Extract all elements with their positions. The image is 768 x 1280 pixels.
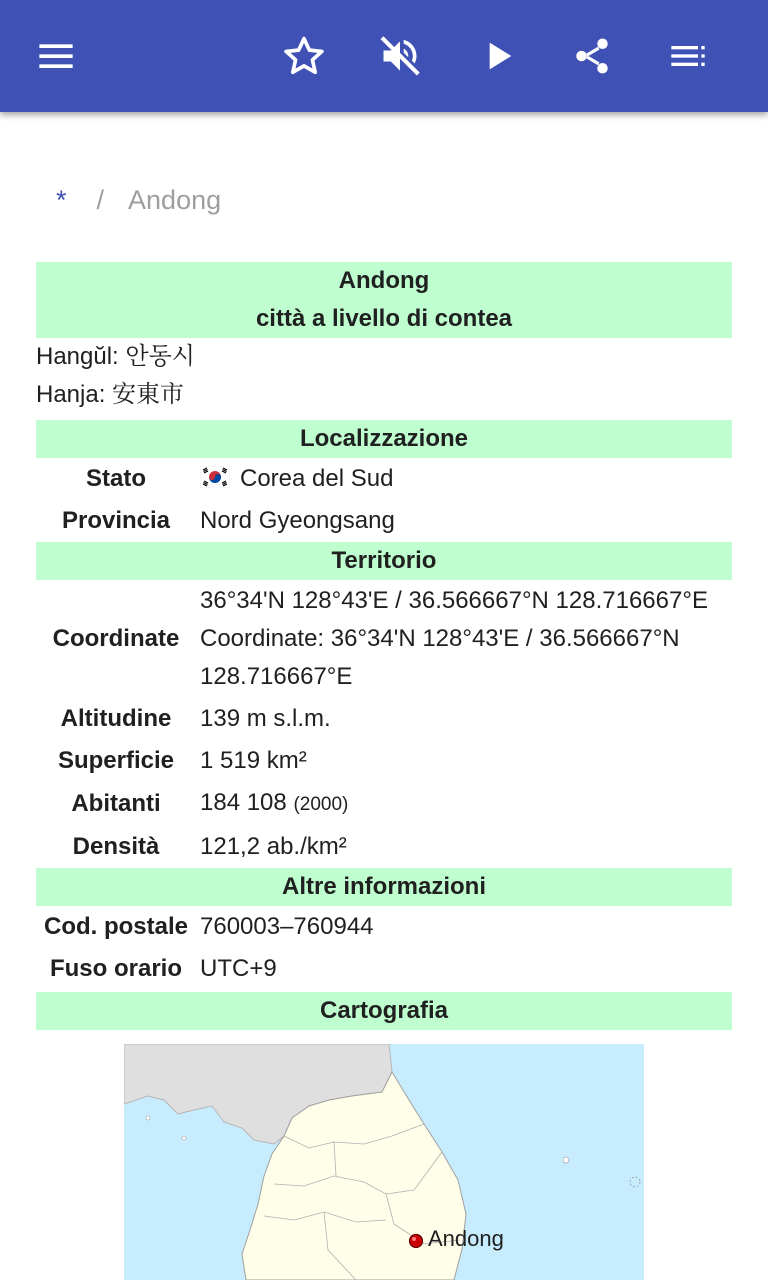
breadcrumb-current: Andong	[128, 184, 222, 215]
infobox-title-name: Andong	[338, 267, 430, 294]
row-population	[36, 782, 732, 826]
breadcrumb-root-link[interactable]: *	[56, 184, 67, 215]
province-label: Provincia	[61, 507, 171, 534]
map-marker-label: Andong	[428, 1226, 504, 1251]
star-outline-icon	[282, 34, 326, 78]
mute-button[interactable]	[372, 28, 428, 84]
row-timezone	[36, 948, 732, 990]
state-value-cell	[200, 460, 732, 498]
row-postal-code	[36, 906, 732, 948]
section-header-location: Localizzazione	[36, 420, 732, 458]
population-value: 184 108	[200, 789, 287, 816]
province-value-link[interactable]: Nord Gyeongsang	[200, 507, 395, 534]
area-label: Superficie	[57, 747, 175, 774]
row-density	[36, 826, 732, 868]
menu-button[interactable]	[28, 28, 84, 84]
coordinates-value-link[interactable]: 36°34'N 128°43'E / 36.566667°N 128.716667°E Coordinate: 36°34'N 128°43'E / 36.566667°N 128.716667°E	[200, 587, 708, 690]
map-marker-icon[interactable]	[410, 1235, 423, 1248]
favorite-button[interactable]	[276, 28, 332, 84]
coordinates-label: Coordinate	[52, 625, 180, 652]
hanja-text: Hanja: 安東市	[36, 381, 185, 408]
density-label: Densità	[72, 833, 160, 860]
hangul-text: Hangŭl: 안동시	[36, 343, 195, 370]
section-header-territory: Territorio	[36, 542, 732, 580]
altitude-label: Altitudine	[60, 705, 172, 732]
row-state	[36, 458, 732, 500]
state-value-link[interactable]: Corea del Sud	[240, 465, 394, 492]
postal-code-label: Cod. postale	[43, 913, 188, 940]
area-value: 1 519 km²	[200, 747, 307, 774]
postal-code-value: 760003–760944	[200, 913, 374, 940]
timezone-value-link[interactable]: UTC+9	[200, 955, 277, 982]
row-altitude	[36, 698, 732, 740]
infobox-title	[36, 262, 732, 338]
app-toolbar	[0, 0, 768, 112]
breadcrumb-separator: /	[96, 184, 105, 215]
row-coordinates	[36, 580, 732, 698]
row-area	[36, 740, 732, 782]
infobox	[36, 262, 732, 1030]
section-header-other: Altre informazioni	[36, 868, 732, 906]
south-korea-flag-icon[interactable]	[200, 466, 230, 488]
state-label: Stato	[86, 465, 146, 492]
location-map[interactable]	[124, 1044, 644, 1280]
infobox-subtitle: città a livello di contea	[255, 305, 513, 332]
breadcrumb	[56, 180, 221, 220]
row-province	[36, 500, 732, 542]
altitude-value: 139 m s.l.m.	[200, 705, 331, 732]
play-button[interactable]	[470, 28, 526, 84]
population-label: Abitanti	[71, 790, 161, 817]
play-icon	[478, 36, 518, 76]
share-button[interactable]	[564, 28, 620, 84]
section-header-map: Cartografia	[36, 992, 732, 1030]
population-year: (2000)	[293, 794, 349, 815]
contents-button[interactable]	[660, 28, 716, 84]
population-value-cell	[200, 784, 732, 824]
density-value: 121,2 ab./km²	[200, 833, 347, 860]
list-icon	[668, 36, 708, 76]
share-icon	[571, 35, 613, 77]
timezone-label: Fuso orario	[49, 955, 182, 982]
volume-off-icon	[378, 34, 422, 78]
hamburger-menu-icon	[36, 36, 76, 76]
